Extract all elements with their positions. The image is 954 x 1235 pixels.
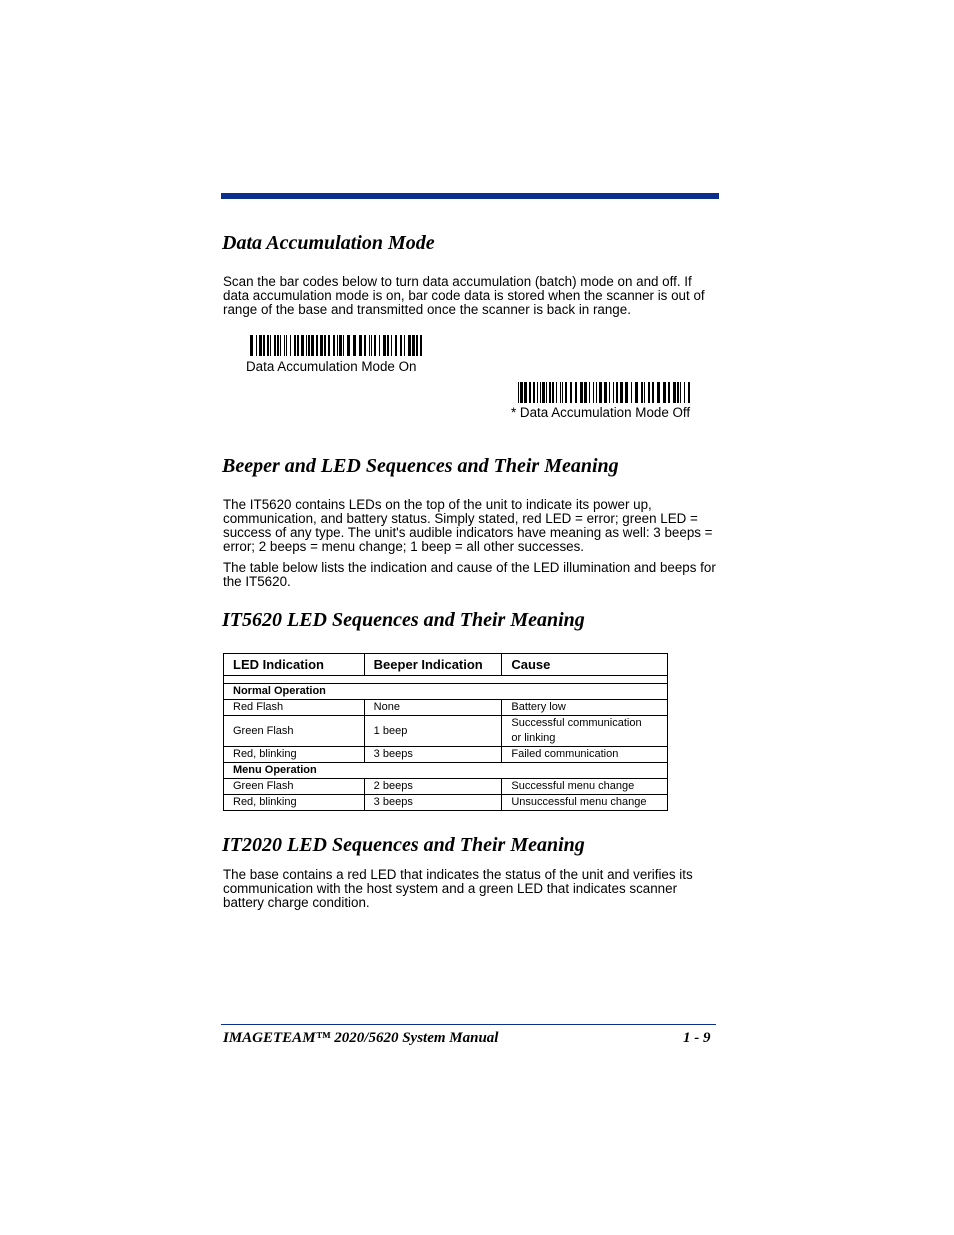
barcode-bar: [542, 382, 545, 403]
barcode-bar: [556, 382, 557, 403]
barcode-bar: [549, 382, 551, 403]
paragraph-data-accumulation: Scan the bar codes below to turn data accumulation (batch) mode on and off. If data accumulation mode is on, bar code data is stored when the scanner is out of range of the base and transmitted once the scanner is back in range.: [223, 274, 705, 317]
barcode-bar: [306, 335, 307, 356]
barcode-bar: [324, 335, 326, 356]
cell-cause: Unsuccessful menu change: [502, 795, 668, 811]
barcode-bar: [353, 335, 356, 356]
cell-led: Green Flash: [224, 779, 365, 795]
barcode-bar: [290, 335, 291, 356]
barcode-bar: [684, 382, 685, 403]
barcode-bar: [383, 335, 386, 356]
barcode-bar: [533, 382, 535, 403]
barcode-bar: [673, 382, 676, 403]
barcode-bar: [374, 335, 376, 356]
barcode-bar: [560, 382, 561, 403]
barcode-bar: [328, 335, 330, 356]
barcode-bar: [589, 382, 590, 403]
barcode-bar: [518, 382, 519, 403]
barcode-bar: [391, 335, 392, 356]
cell-cause: Battery low: [502, 700, 668, 716]
cell-led: Green Flash: [224, 716, 365, 747]
barcode-bar: [580, 382, 583, 403]
barcode-bar: [400, 335, 402, 356]
barcode-bar: [663, 382, 666, 403]
cell-led: Red, blinking: [224, 747, 365, 763]
cell-beeper: None: [364, 700, 502, 716]
barcode-bar: [688, 382, 690, 403]
barcode-bar: [308, 335, 310, 356]
barcode-bar: [420, 335, 422, 356]
column-header-cause: Cause: [502, 654, 668, 676]
cell-beeper: 3 beeps: [364, 747, 502, 763]
cell-beeper: 1 beep: [364, 716, 502, 747]
barcode-bar: [596, 382, 597, 403]
barcode-on-label: Data Accumulation Mode On: [246, 359, 417, 374]
table-row: [224, 747, 668, 763]
table-row: [224, 716, 668, 747]
barcode-bar: [408, 335, 411, 356]
cell-cause: Failed communication: [502, 747, 668, 763]
barcode-bar: [599, 382, 602, 403]
barcode-bar: [359, 335, 362, 356]
heading-beeper-led: Beeper and LED Sequences and Their Meaning: [222, 455, 619, 477]
barcode-bar: [267, 335, 269, 356]
footer-rule: [221, 1024, 716, 1025]
barcode-bar: [333, 335, 335, 356]
barcode-bar: [584, 382, 587, 403]
barcode-bar: [644, 382, 645, 403]
barcode-bar: [284, 335, 285, 356]
cell-beeper: 3 beeps: [364, 795, 502, 811]
barcode-bar: [657, 382, 660, 403]
table-section-row: [224, 763, 668, 779]
barcode-bar: [270, 335, 271, 356]
barcode-bar: [277, 335, 279, 356]
barcode-bar: [316, 335, 318, 356]
barcode-bar: [616, 382, 618, 403]
barcode-bar: [540, 382, 541, 403]
barcode-bar: [263, 335, 265, 356]
column-header-beeper: Beeper Indication: [364, 654, 502, 676]
table-section-row: [224, 684, 668, 700]
paragraph-beeper-led-1: The IT5620 contains LEDs on the top of the unit to indicate its power up, communication, and battery status. Simply stated, red LED = error; green LED = success of any type. The unit's audible indicators have meaning as well: 3 beeps = error; 2 beeps = menu change; 1 beep = all other successes.: [223, 497, 713, 554]
cell-led: Red, blinking: [224, 795, 365, 811]
barcode-bar: [347, 335, 350, 356]
barcode-bar: [680, 382, 681, 403]
cell-beeper: 2 beeps: [364, 779, 502, 795]
section-normal-operation: Normal Operation: [224, 684, 668, 700]
paragraph-it2020: The base contains a red LED that indicates the status of the unit and verifies its communication with the host system and a green LED that indicates scanner battery charge condition.: [223, 867, 693, 910]
heading-it2020: IT2020 LED Sequences and Their Meaning: [222, 834, 585, 856]
heading-data-accumulation: Data Accumulation Mode: [222, 232, 435, 254]
barcode-bar: [565, 382, 567, 403]
barcode-bar: [609, 382, 610, 403]
led-sequence-table: [223, 653, 668, 811]
paragraph-beeper-led-2: The table below lists the indication and cause of the LED illumination and beeps for the IT5620.: [223, 560, 716, 589]
footer-manual-title: IMAGETEAM™ 2020/5620 System Manual: [223, 1030, 499, 1046]
cell-cause: Successful menu change: [502, 779, 668, 795]
barcode-bar: [520, 382, 523, 403]
column-header-led: LED Indication: [224, 654, 365, 676]
barcode-bar: [343, 335, 344, 356]
table-row: [224, 795, 668, 811]
barcode-bar: [280, 335, 281, 356]
barcode-bar: [250, 335, 253, 356]
barcode-bar: [524, 382, 527, 403]
barcode-bar: [259, 335, 262, 356]
barcode-bar: [301, 335, 304, 356]
barcode-bar: [677, 382, 679, 403]
barcode-bar: [593, 382, 594, 403]
barcode-bar: [297, 335, 299, 356]
barcode-bar: [546, 382, 547, 403]
footer-page-number: 1 - 9: [683, 1030, 711, 1046]
barcode-data-accumulation-on[interactable]: [250, 335, 425, 356]
barcode-bar: [339, 335, 342, 356]
barcode-bar: [294, 335, 296, 356]
section-menu-operation: Menu Operation: [224, 763, 668, 779]
barcode-off-label: * Data Accumulation Mode Off: [511, 405, 691, 420]
barcode-bar: [364, 335, 366, 356]
barcode-bar: [369, 335, 370, 356]
barcode-bar: [286, 335, 287, 356]
cell-led: Red Flash: [224, 700, 365, 716]
table-row: [224, 700, 668, 716]
barcode-bar: [320, 335, 323, 356]
barcode-bar: [648, 382, 650, 403]
barcode-bar: [404, 335, 405, 356]
barcode-bar: [613, 382, 614, 403]
barcode-bar: [416, 335, 418, 356]
barcode-bar: [387, 335, 389, 356]
barcode-bar: [337, 335, 338, 356]
barcode-bar: [274, 335, 276, 356]
barcode-bar: [552, 382, 554, 403]
heading-it5620: IT5620 LED Sequences and Their Meaning: [222, 609, 585, 631]
cell-cause: Successful communication or linking: [502, 716, 668, 747]
header-rule: [221, 193, 719, 199]
barcode-bar: [256, 335, 257, 356]
barcode-bar: [379, 335, 380, 356]
barcode-bar: [641, 382, 643, 403]
barcode-bar: [604, 382, 607, 403]
barcode-bar: [562, 382, 563, 403]
barcode-bar: [575, 382, 577, 403]
table-row: [224, 779, 668, 795]
barcode-data-accumulation-off[interactable]: [518, 382, 693, 403]
barcode-bar: [631, 382, 632, 403]
barcode-bar: [652, 382, 654, 403]
barcode-bar: [529, 382, 531, 403]
barcode-bar: [412, 335, 415, 356]
table-spacer: [224, 676, 668, 684]
barcode-bar: [371, 335, 372, 356]
barcode-bar: [570, 382, 572, 403]
barcode-bar: [620, 382, 623, 403]
barcode-bar: [395, 335, 397, 356]
barcode-bar: [537, 382, 538, 403]
barcode-bar: [668, 382, 670, 403]
barcode-bar: [635, 382, 638, 403]
table-header-row: [224, 654, 668, 676]
barcode-bar: [625, 382, 628, 403]
barcode-bar: [311, 335, 314, 356]
